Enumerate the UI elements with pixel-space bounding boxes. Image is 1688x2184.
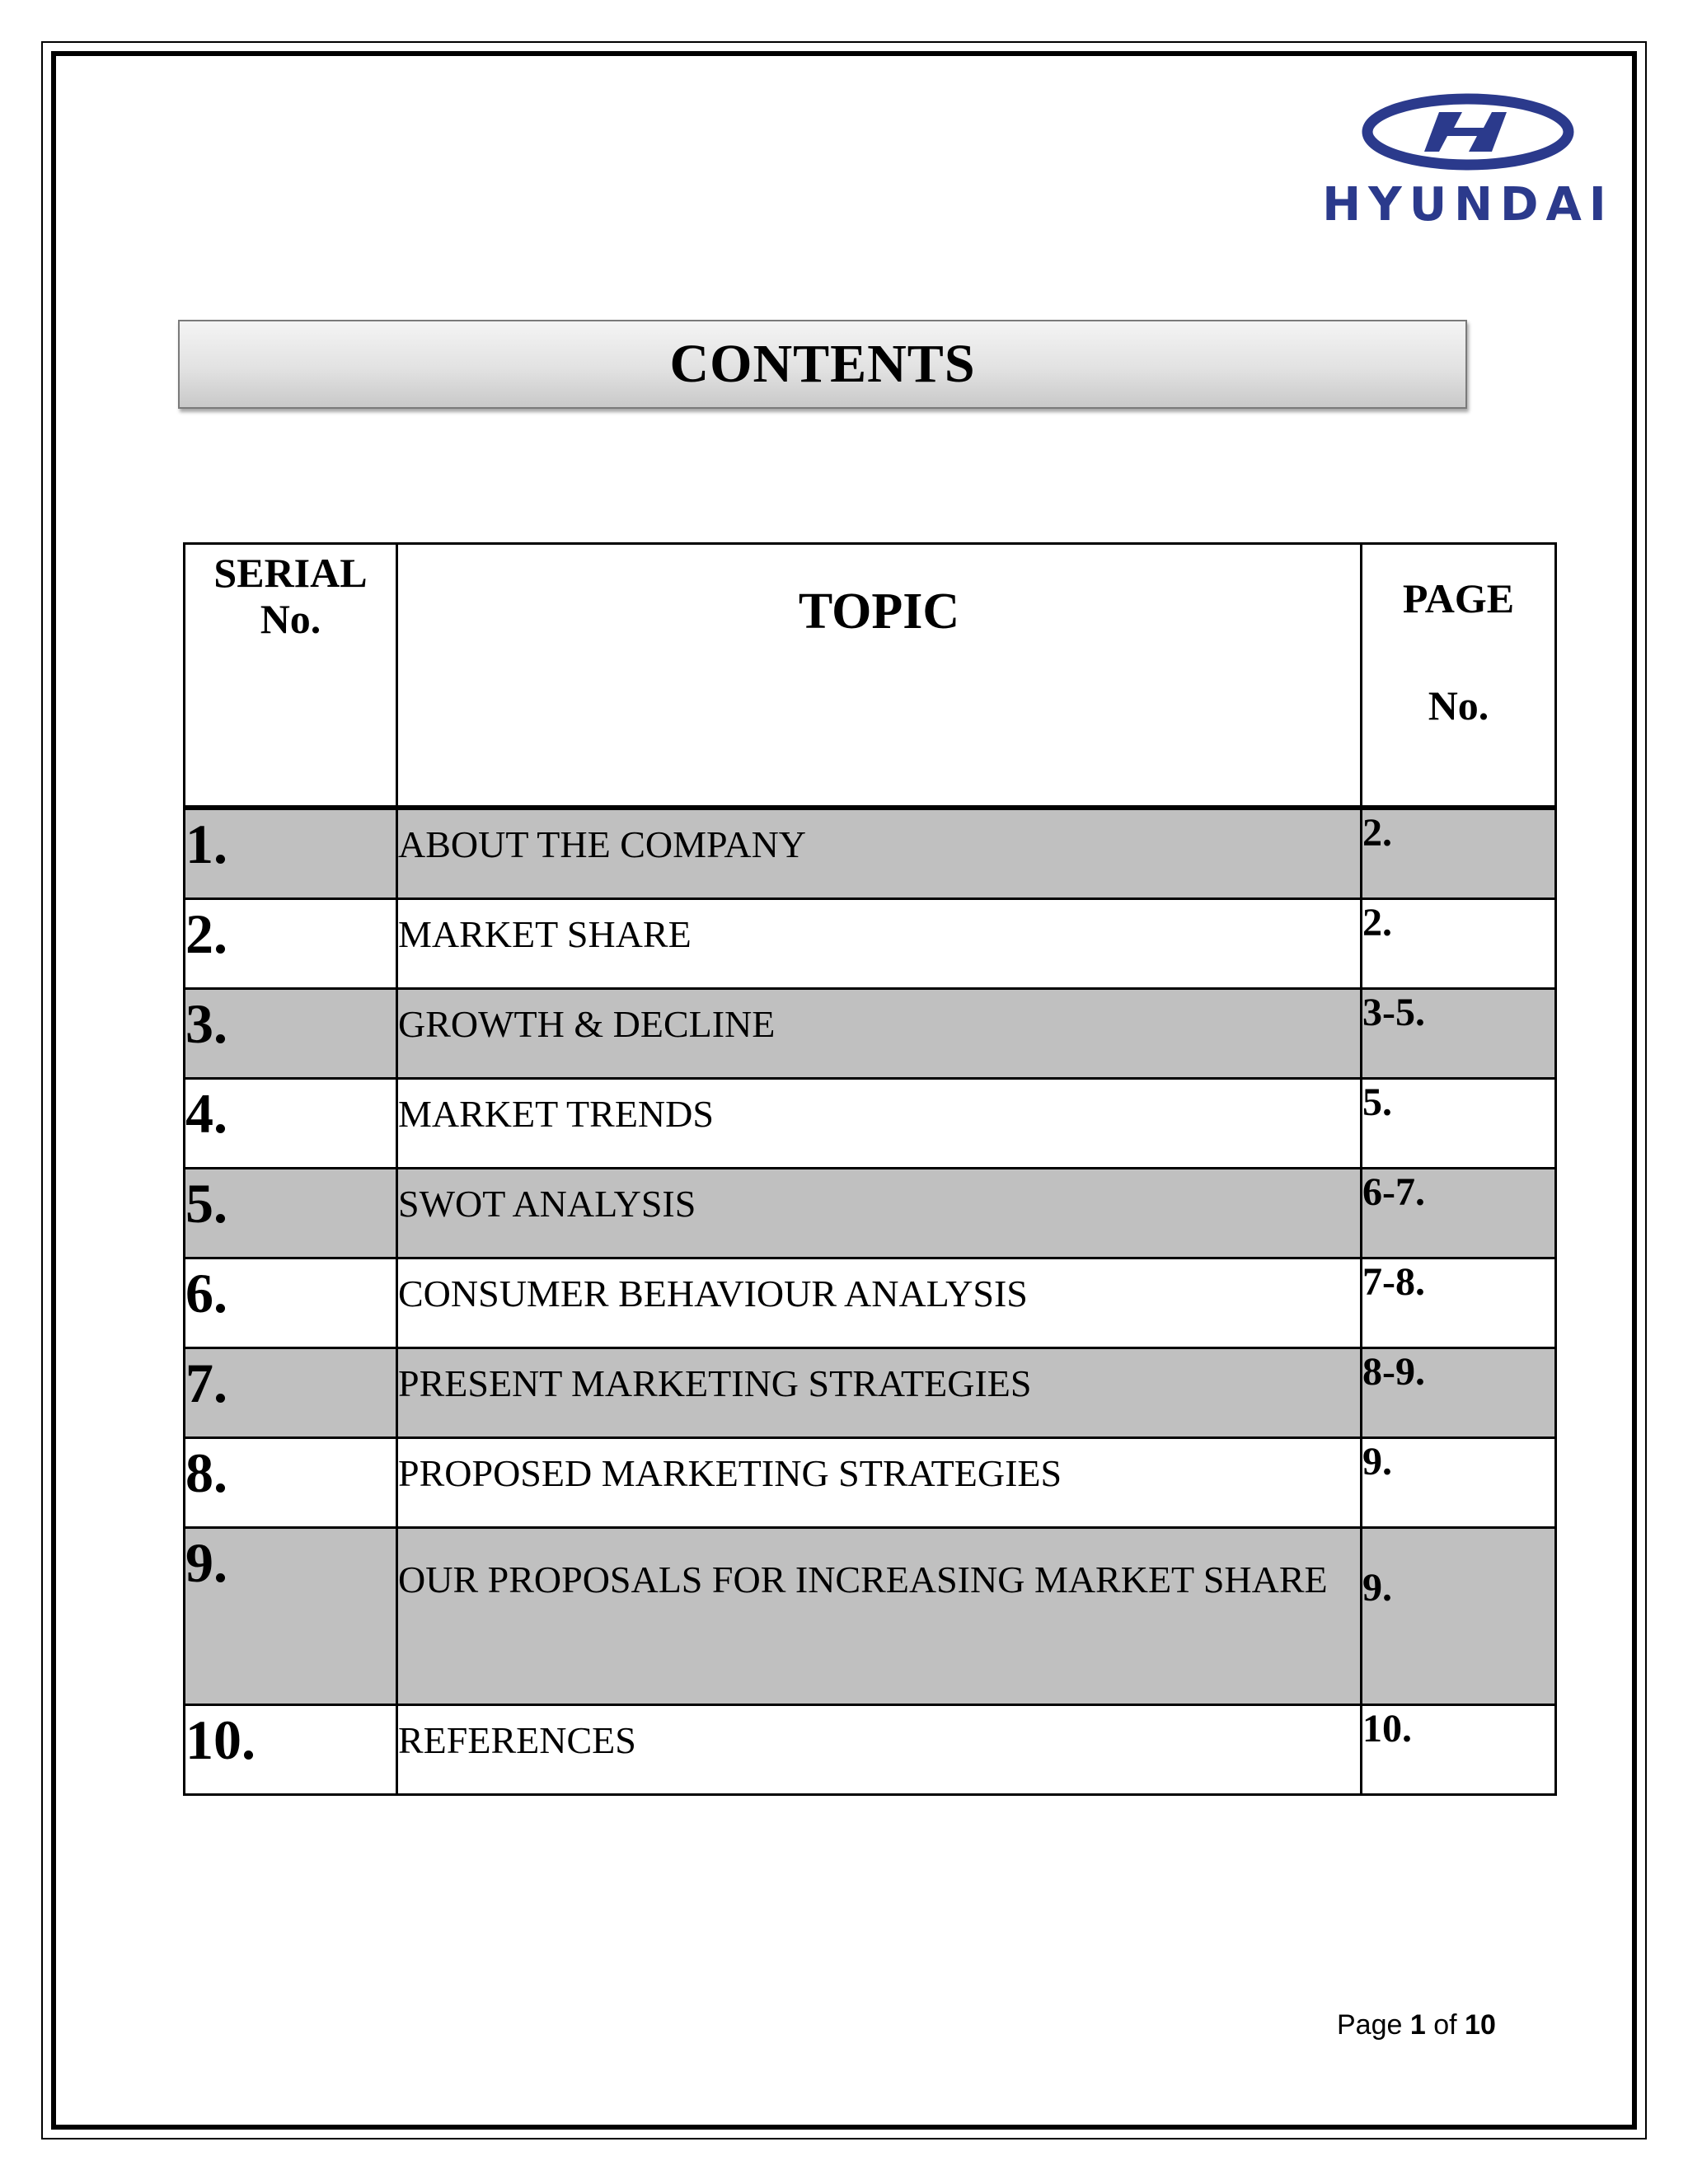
page-cell: 9. <box>1362 1528 1556 1705</box>
header-serial: SERIAL No. <box>185 544 397 808</box>
topic-cell: SWOT ANALYSIS <box>397 1169 1362 1258</box>
serial-cell: 2. <box>185 899 397 989</box>
page-cell: 9. <box>1362 1438 1556 1528</box>
topic-cell: ABOUT THE COMPANY <box>397 808 1362 899</box>
table-row <box>185 1079 1556 1169</box>
serial-cell: 7. <box>185 1348 397 1438</box>
serial-cell: 6. <box>185 1258 397 1348</box>
page-cell: 8-9. <box>1362 1348 1556 1438</box>
logo-wordmark: HYUNDAI <box>1322 178 1614 232</box>
table-row <box>185 1348 1556 1438</box>
topic-cell: MARKET SHARE <box>397 899 1362 989</box>
page-footer <box>1337 2009 1496 2041</box>
topic-cell: GROWTH & DECLINE <box>397 989 1362 1079</box>
page-cell: 7-8. <box>1362 1258 1556 1348</box>
table-row <box>185 1438 1556 1528</box>
serial-cell: 3. <box>185 989 397 1079</box>
serial-cell: 9. <box>185 1528 397 1705</box>
serial-cell: 10. <box>185 1705 397 1795</box>
table-row <box>185 1258 1556 1348</box>
contents-table <box>183 542 1557 1796</box>
serial-cell: 1. <box>185 808 397 899</box>
table-row <box>185 1169 1556 1258</box>
topic-cell: OUR PROPOSALS FOR INCREASING MARKET SHARE <box>397 1528 1362 1705</box>
page-cell: 10. <box>1362 1705 1556 1795</box>
page-cell: 6-7. <box>1362 1169 1556 1258</box>
hyundai-emblem-icon <box>1315 89 1620 180</box>
contents-title: CONTENTS <box>669 334 976 394</box>
footer-page-word: Page <box>1337 2009 1403 2041</box>
page-cell: 3-5. <box>1362 989 1556 1079</box>
serial-cell: 8. <box>185 1438 397 1528</box>
topic-cell: MARKET TRENDS <box>397 1079 1362 1169</box>
page-cell: 5. <box>1362 1079 1556 1169</box>
page-cell: 2. <box>1362 899 1556 989</box>
serial-cell: 4. <box>185 1079 397 1169</box>
hyundai-logo <box>1315 89 1620 232</box>
table-row <box>185 1528 1556 1705</box>
header-page: PAGE No. <box>1362 544 1556 808</box>
page-cell: 2. <box>1362 808 1556 899</box>
table-row <box>185 1705 1556 1795</box>
table-row <box>185 808 1556 899</box>
table-header-row <box>185 544 1556 808</box>
header-topic: TOPIC <box>397 544 1362 808</box>
topic-cell: PROPOSED MARKETING STRATEGIES <box>397 1438 1362 1528</box>
topic-cell: CONSUMER BEHAVIOUR ANALYSIS <box>397 1258 1362 1348</box>
topic-cell: REFERENCES <box>397 1705 1362 1795</box>
contents-banner <box>178 320 1467 409</box>
topic-cell: PRESENT MARKETING STRATEGIES <box>397 1348 1362 1438</box>
footer-current-page: 1 <box>1409 2009 1426 2041</box>
footer-of-word: of <box>1433 2009 1457 2041</box>
serial-cell: 5. <box>185 1169 397 1258</box>
table-row <box>185 989 1556 1079</box>
footer-total-pages: 10 <box>1465 2009 1496 2041</box>
table-row <box>185 899 1556 989</box>
